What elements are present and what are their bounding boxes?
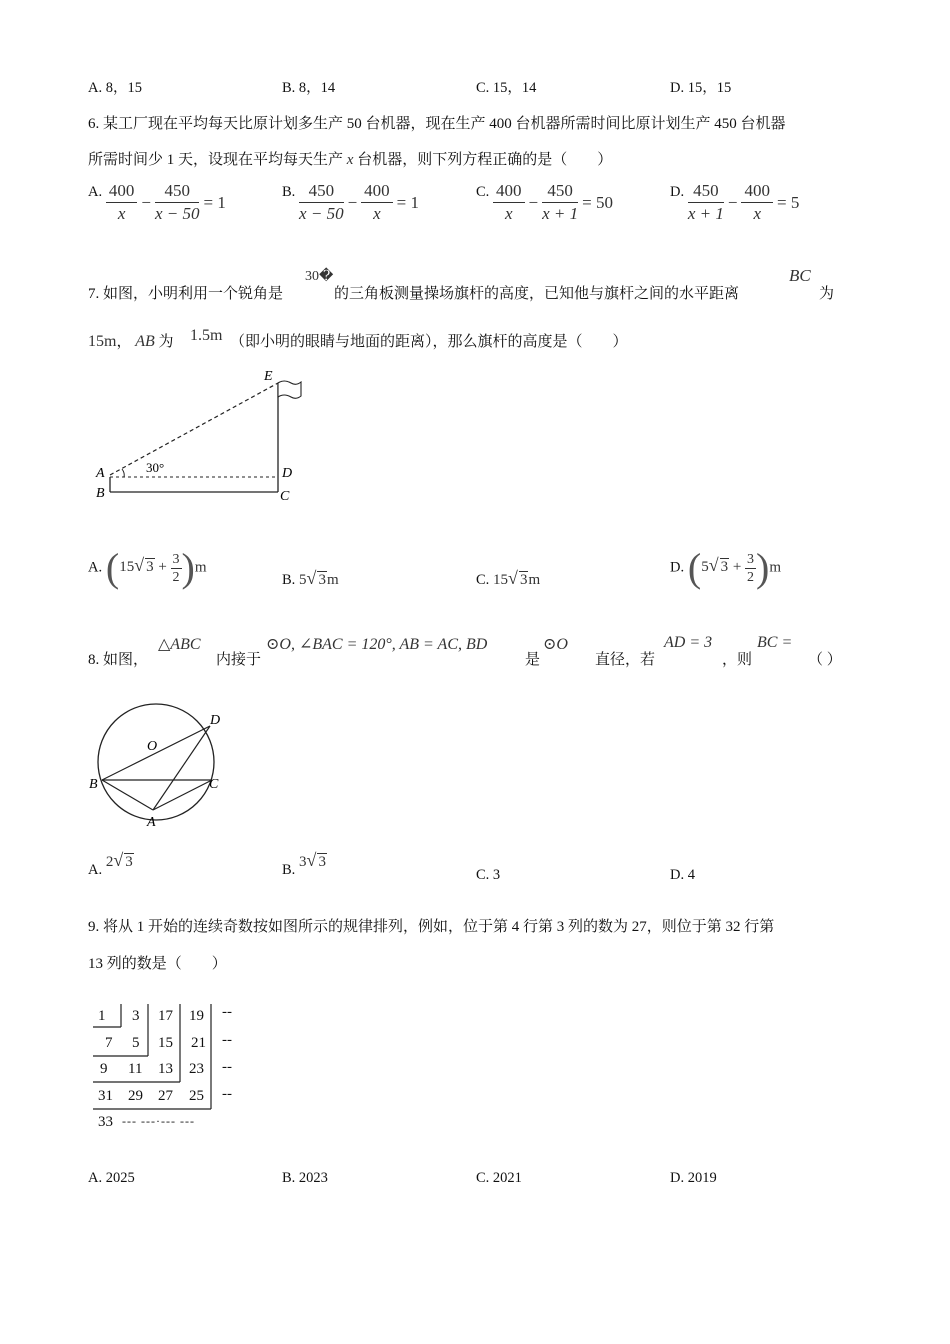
q6-option-expression [106,180,230,225]
q7-comma: ， [116,334,132,350]
fraction-numerator: 400 [741,180,773,203]
radicand: 3 [146,559,154,576]
q7-stem-part3: 为 [819,286,835,302]
fraction-numerator: 3 [747,551,755,567]
expression [119,551,181,585]
q8-bc: BC = [757,634,793,651]
flag-icon [278,381,301,398]
q6-line2-post: 台机器，则下列方程正确的是（ ） [357,152,613,168]
q7-wei: 为 [158,334,174,350]
q5-option-c: C. 15，14 [476,80,537,96]
minus-sign: − [727,192,738,212]
q6-option-a [88,180,230,225]
label-c: C [280,489,290,504]
q7-height: 1.5m [190,327,223,344]
fraction-denominator: x + 1 [542,204,579,223]
plus-sign: + [732,559,742,576]
q6-option-b [282,180,423,225]
right-paren: ) [756,545,770,590]
q8-condition: ⊙O, ∠BAC = 120°, AB = AC, BD [266,636,488,653]
fraction-denominator: 2 [747,569,755,585]
q8-stem-part1: 8. 如图， [88,652,149,668]
q9-option-d: D. 2019 [670,1170,717,1186]
radical-sign: √ [306,568,317,588]
q6-option-c [476,180,617,225]
table-cell: 21 [191,1035,206,1051]
fraction-denominator: x [117,204,126,223]
q7-stem-line2 [88,330,174,351]
fraction-numerator: 450 [299,180,344,203]
table-dash: -- [222,1004,232,1020]
table-dash: -- [222,1059,232,1075]
q6-variable-x: x [346,152,354,168]
radicand: 3 [125,854,133,870]
minus-sign: − [347,192,358,212]
coefficient: 2 [105,854,114,870]
q8-stem-part5: ，则 [722,652,753,668]
equation-rhs: = 1 [396,192,420,212]
option-label: A. [88,559,103,576]
q6-option-expression [493,180,617,225]
q7-angle-30: 30� [305,269,334,284]
coefficient: 5 [299,572,307,588]
q5-option-d: D. 15，15 [670,80,732,96]
fraction-numerator: 450 [688,180,724,203]
equation-rhs: = 50 [582,192,614,212]
table-cell: 15 [158,1035,173,1051]
q8-stem-part6: （ ） [808,652,842,668]
q6-stem-line2 [88,148,612,169]
expression [701,551,756,585]
q8-circle-figure [86,700,236,835]
table-cell: 19 [189,1008,204,1024]
q9-option-b: B. 2023 [282,1170,328,1186]
q8-stem-part3: 是 [525,652,541,668]
q7-flagpole-figure [88,365,308,505]
radical-sign: √ [508,568,518,588]
table-cell: 13 [158,1061,173,1077]
table-cell: 33 [98,1114,113,1130]
option-label: D. [670,559,685,576]
table-cell: 27 [158,1088,173,1104]
circle-o [98,704,214,820]
fraction-denominator: x − 50 [299,204,344,223]
q6-option-label: C. [476,184,490,201]
fraction-denominator: x − 50 [154,204,200,223]
option-label: C. [476,572,490,588]
radicand: 3 [720,559,729,576]
q6-stem-line1: 6. 某工厂现在平均每天比原计划多生产 50 台机器，现在生产 400 台机器所需时间比原计划生产 450 台机器 [88,116,786,132]
table-cell: 25 [189,1088,204,1104]
q6-option-label: B. [282,184,296,201]
radicand: 3 [519,572,528,588]
q7-stem-part1: 7. 如图，小明利用一个锐角是 [88,286,284,302]
segment-ba [102,780,153,810]
fraction-denominator: 2 [172,569,180,585]
left-paren: ( [105,545,120,590]
table-cell: 7 [105,1035,113,1051]
q9-option-a: A. 2025 [88,1170,135,1186]
fraction-numerator: 450 [542,180,578,203]
table-dash-row: --- ---·--- --- [122,1114,195,1128]
coefficient: 3 [299,854,307,870]
unit: m [194,559,207,576]
q7-option-d [670,545,782,590]
radical-sign: √ [113,850,124,870]
table-dash: -- [222,1032,232,1048]
q7-option-c [476,568,540,589]
fraction-numerator: 400 [493,180,525,203]
radicand: 3 [318,854,326,870]
q8-ad: AD = 3 [664,634,713,651]
right-paren: ) [181,545,195,590]
q6-line2-pre: 所需时间少 1 天，设现在平均每天生产 [88,152,344,168]
q8-option-c: C. 3 [476,867,501,883]
q8-option-a [88,850,134,879]
fraction-denominator: x [373,204,381,223]
label-e: E [264,369,273,384]
q6-option-label: A. [88,184,103,201]
q7-option-b [282,568,339,589]
q9-stem-line1: 9. 将从 1 开始的连续奇数按如图所示的规律排列，例如，位于第 4 行第 3 列的数为 27，则位于第 32 行第 [88,919,775,935]
radical-sign: √ [708,555,719,576]
q8-triangle: △ABC [158,636,201,653]
option-label: A. [88,862,103,878]
q7-bc: BC [789,266,811,285]
coefficient: 15 [119,559,135,576]
fraction-numerator: 400 [361,180,393,203]
q8-stem-part2: 内接于 [216,652,262,668]
q8-option-d: D. 4 [670,867,695,883]
equation-rhs: = 1 [203,192,226,212]
radicand: 3 [318,572,326,588]
unit: m [528,572,541,588]
fraction-denominator: x [505,204,513,223]
label-b: B [89,777,98,792]
table-cell: 17 [158,1008,173,1024]
label-b: B [96,486,105,501]
table-cell: 29 [128,1088,143,1104]
unit: m [326,572,339,588]
minus-sign: − [528,192,539,212]
table-cell: 9 [100,1061,108,1077]
radical-sign: √ [134,555,145,576]
label-d: D [282,466,293,481]
table-cell: 3 [132,1008,140,1024]
q6-options [88,180,888,230]
q7-stem-part2: 的三角板测量操场旗杆的高度，已知他与旗杆之间的水平距离 [334,286,740,302]
q8-circle: ⊙O [543,636,568,653]
q6-option-expression [688,180,803,225]
label-a: A [147,815,156,830]
fraction-denominator: x [753,204,761,223]
table-cell: 31 [98,1088,113,1104]
angle-arc [122,469,124,477]
q7-ab: AB [135,333,155,350]
equation-rhs: = 5 [776,192,800,212]
coefficient: 5 [701,559,709,576]
label-o: O [147,739,158,754]
fraction-numerator: 400 [106,180,138,203]
table-cell: 1 [98,1008,106,1024]
sight-line [110,383,278,475]
fraction-numerator: 3 [172,551,180,567]
q7-option-a [88,545,207,590]
option-label: B. [282,572,296,588]
radical-sign: √ [306,850,317,870]
q9-stem-line2: 13 列的数是（ ） [88,956,227,972]
table-dash: -- [222,1086,232,1102]
table-cell: 11 [128,1061,143,1077]
left-paren: ( [687,545,702,590]
coefficient: 15 [493,572,509,588]
minus-sign: − [141,192,151,212]
plus-sign: + [158,559,167,576]
q5-option-b: B. 8，14 [282,80,336,96]
unit: m [769,559,782,576]
q5-option-a: A. 8，15 [88,80,142,96]
label-a: A [96,466,105,481]
q6-option-d [670,180,803,225]
q6-option-label: D. [670,184,685,201]
table-cell: 5 [132,1035,140,1051]
fraction-numerator: 450 [155,180,200,203]
q7-distance: 15m [88,333,117,350]
label-c: C [209,777,219,792]
q8-stem-part4: 直径，若 [595,652,656,668]
q9-number-table [88,1002,258,1137]
table-cell: 23 [189,1061,204,1077]
label-d: D [210,713,221,728]
q6-option-expression [299,180,423,225]
option-label: B. [282,862,296,878]
q7-stem-part6: （即小明的眼睛与地面的距离），那么旗杆的高度是（ ） [230,334,628,350]
fraction-denominator: x + 1 [687,204,724,223]
q9-option-c: C. 2021 [476,1170,522,1186]
q8-option-b [282,850,327,879]
label-angle: 30° [146,460,165,475]
